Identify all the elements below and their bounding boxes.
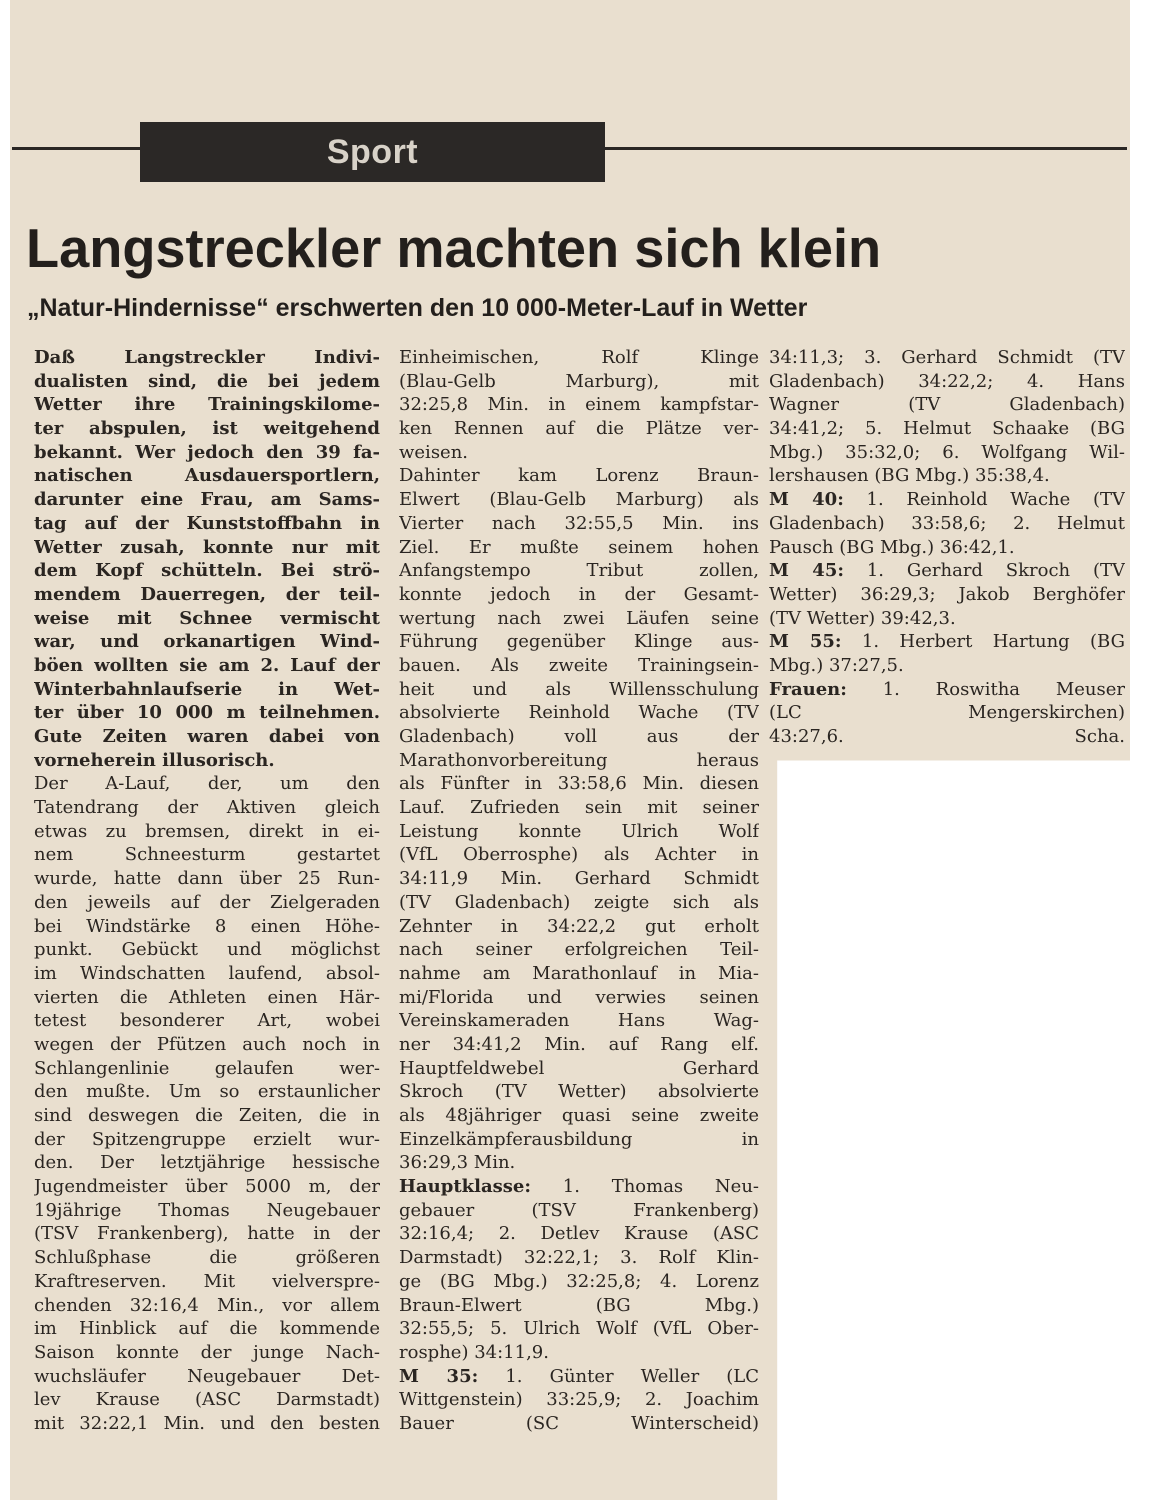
text-line <box>769 417 1125 441</box>
text-line <box>399 820 759 844</box>
text-line-content: 1. Reinhold Wache (TV <box>843 489 1125 511</box>
text-line <box>34 678 380 702</box>
text-line-content: den jeweils auf der Zielgeraden <box>34 891 380 913</box>
text-line-content: vierten die Athleten einen Här- <box>34 986 380 1008</box>
text-line <box>34 796 380 820</box>
text-line-content: Bauer (SC Winterscheid) <box>399 1412 759 1434</box>
text-line-content: ner 34:41,2 Min. auf Rang elf. <box>399 1033 759 1055</box>
article-column-3 <box>769 346 1125 749</box>
text-line <box>34 1412 380 1436</box>
text-line <box>769 701 1125 725</box>
text-line-content: den. Der letztjährige hessische <box>34 1152 380 1174</box>
results-category-label: M 40: <box>769 489 844 511</box>
text-line-content: Wetter) 36:29,3; Jakob Berghöfer <box>769 583 1125 605</box>
text-line-content: (Blau-Gelb Marburg), mit <box>399 370 759 392</box>
text-line-content: tetest besonderer Art, wobei <box>34 1010 380 1032</box>
text-line-content: im Hinblick auf die kommende <box>34 1318 380 1340</box>
text-line <box>399 417 759 441</box>
text-line-content: Gute Zeiten waren dabei von <box>34 726 380 747</box>
text-line-content: 32:16,4; 2. Detlev Krause (ASC <box>399 1223 759 1245</box>
text-line-content: mit 32:22,1 Min. und den besten <box>34 1412 380 1434</box>
text-line-content: Braun-Elwert (BG Mbg.) <box>399 1294 759 1316</box>
text-line <box>399 370 759 394</box>
text-line-content: 1. Gerhard Skroch (TV <box>844 560 1125 582</box>
text-line-content: sind deswegen die Zeiten, die in <box>34 1105 380 1126</box>
text-line <box>34 1128 380 1152</box>
text-line-content: Saison konnte der junge Nach- <box>34 1341 380 1363</box>
text-line <box>34 583 380 607</box>
text-line <box>34 488 380 512</box>
text-line <box>399 1388 759 1412</box>
text-line-content: Zehnter in 34:22,2 gut erholt <box>399 915 759 937</box>
text-line <box>34 370 380 394</box>
text-line <box>399 986 759 1010</box>
text-line <box>34 1009 380 1033</box>
text-line-content: natischen Ausdauersportlern, <box>34 465 380 487</box>
text-line-content: als Fünfter in 33:58,6 Min. diesen <box>399 773 759 795</box>
text-line-content: Der A-Lauf, der, um den <box>34 773 380 795</box>
text-line-content: Skroch (TV Wetter) absolvierte <box>399 1081 759 1103</box>
text-line <box>399 796 759 820</box>
text-line <box>34 1341 380 1365</box>
text-line <box>399 512 759 536</box>
text-line <box>34 1365 380 1389</box>
text-line <box>399 1199 759 1223</box>
text-line <box>769 393 1125 417</box>
text-line <box>769 536 1125 560</box>
text-line <box>34 1151 380 1175</box>
text-line-content: (LC Mengerskirchen) <box>769 702 1125 724</box>
text-line-content: Vierter nach 32:55,5 Min. ins <box>399 512 759 534</box>
text-line <box>34 1222 380 1246</box>
text-line-content: 1. Roswitha Meuser <box>846 678 1125 700</box>
text-line <box>399 891 759 915</box>
text-line <box>399 701 759 725</box>
text-line <box>34 1033 380 1057</box>
subheadline: „Natur-Hindernisse“ erschwerten den 10 000-Meter-Lauf in Wetter <box>27 294 808 322</box>
text-line <box>399 393 759 417</box>
headline: Langstreckler machten sich klein <box>26 217 882 279</box>
text-line-content: dem Kopf schütteln. Bei strö- <box>34 560 380 582</box>
text-line-content: 19jährige Thomas Neugebauer <box>34 1199 380 1221</box>
text-line <box>34 1080 380 1104</box>
text-line <box>769 607 1125 631</box>
text-line-content: ge (BG Mbg.) 32:25,8; 4. Lorenz <box>399 1270 759 1292</box>
text-line <box>34 915 380 939</box>
text-line-content: Winterbahnlaufserie in Wet- <box>34 678 380 700</box>
text-line <box>399 1365 759 1389</box>
text-line <box>399 938 759 962</box>
text-line-content: Wetter ihre Trainingskilome- <box>34 394 380 416</box>
section-banner <box>140 122 605 182</box>
text-line <box>34 701 380 725</box>
text-line <box>399 1104 759 1128</box>
text-line <box>34 441 380 465</box>
text-line-content: mi/Florida und verwies seinen <box>399 986 759 1008</box>
text-line <box>399 1341 759 1365</box>
text-line <box>34 536 380 560</box>
text-line <box>769 654 1125 678</box>
text-line <box>34 1317 380 1341</box>
text-line-content: Gladenbach) 33:58,6; 2. Helmut <box>769 512 1125 534</box>
text-line-content: Einzelkämpferausbildung in <box>399 1128 759 1150</box>
text-line-content: 1. Thomas Neu- <box>531 1176 759 1198</box>
text-line <box>399 1175 759 1199</box>
text-line <box>769 346 1125 370</box>
text-line-content: Lauf. Zufrieden sein mit seiner <box>399 797 759 819</box>
text-line <box>769 441 1125 465</box>
text-line <box>769 583 1125 607</box>
text-line-content: konnte jedoch in der Gesamt- <box>399 583 759 605</box>
text-line <box>34 1246 380 1270</box>
text-line-content: nem Schneesturm gestartet <box>34 844 380 866</box>
text-line <box>399 843 759 867</box>
text-line-content: Jugendmeister über 5000 m, der <box>34 1176 380 1198</box>
text-line-content: als 48jähriger quasi seine zweite <box>399 1105 759 1126</box>
text-line <box>34 512 380 536</box>
text-line <box>399 583 759 607</box>
text-line-content: Mbg.) 37:27,5. <box>769 654 904 676</box>
text-line-content: 34:41,2; 5. Helmut Schaake (BG <box>769 418 1125 440</box>
results-category-label: M 55: <box>769 631 842 653</box>
text-line <box>34 772 380 796</box>
text-line-content: Kraftreserven. Mit vielverspre- <box>34 1270 380 1292</box>
text-line <box>399 630 759 654</box>
text-line <box>34 749 380 773</box>
text-line-content: Pausch (BG Mbg.) 36:42,1. <box>769 536 1015 558</box>
results-category-label: Frauen: <box>769 678 847 700</box>
text-line <box>399 962 759 986</box>
text-line-content: Einheimischen, Rolf Klinge <box>399 347 759 368</box>
text-line-content: böen wollten sie am 2. Lauf der <box>34 654 380 676</box>
text-line-content: Wagner (TV Gladenbach) <box>769 394 1125 416</box>
text-line <box>769 488 1125 512</box>
text-line-content: absolvierte Reinhold Wache (TV <box>399 702 759 724</box>
text-line-content: heit und als Willensschulung <box>399 678 759 700</box>
text-line <box>399 749 759 773</box>
text-line <box>769 678 1125 702</box>
author-signature: Scha. <box>1074 726 1125 747</box>
text-line-content: 43:27,6. <box>769 726 844 747</box>
text-line-content: der Spitzengruppe erzielt wur- <box>34 1128 380 1150</box>
text-line <box>34 1199 380 1223</box>
text-line-content: Vereinskameraden Hans Wag- <box>399 1010 759 1032</box>
text-line-content: (TSV Frankenberg), hatte in der <box>34 1223 380 1245</box>
results-category-label: M 35: <box>399 1365 479 1387</box>
text-line-content: Führung gegenüber Klinge aus- <box>399 631 759 653</box>
text-line <box>399 1080 759 1104</box>
text-line-content: rosphe) 34:11,9. <box>399 1341 549 1363</box>
text-line-content: Dahinter kam Lorenz Braun- <box>399 465 759 487</box>
text-line <box>399 1412 759 1436</box>
text-line <box>34 1104 380 1128</box>
text-line <box>399 441 759 465</box>
text-line-content: chenden 32:16,4 Min., vor allem <box>34 1294 380 1316</box>
text-line-content: 1. Herbert Hartung (BG <box>841 631 1125 653</box>
text-line <box>34 654 380 678</box>
text-line <box>34 867 380 891</box>
text-line-content: weise mit Schnee vermischt <box>34 607 380 629</box>
text-line-content: den mußte. Um so erstaunlicher <box>34 1081 380 1103</box>
text-line <box>34 938 380 962</box>
text-line-content: Leistung konnte Ulrich Wolf <box>399 820 759 842</box>
article-column-2 <box>399 346 759 1436</box>
text-line <box>34 1270 380 1294</box>
text-line-content: Gladenbach) voll aus der <box>399 726 759 747</box>
text-line-content: mendem Dauerregen, der teil- <box>34 583 380 605</box>
text-line <box>399 867 759 891</box>
text-line <box>769 725 1125 749</box>
text-line-content: Schlußphase die größeren <box>34 1247 380 1269</box>
text-line <box>34 1057 380 1081</box>
text-line-content: wurde, hatte dann über 25 Run- <box>34 868 380 890</box>
text-line <box>34 1175 380 1199</box>
text-line <box>399 1317 759 1341</box>
text-line-content: wertung nach zwei Läufen seine <box>399 607 759 629</box>
text-line-content: bauen. Als zweite Trainingsein- <box>399 654 759 676</box>
text-line <box>34 986 380 1010</box>
text-line-content: Wetter zusah, konnte nur mit <box>34 536 380 558</box>
text-line-content: (TV Gladenbach) zeigte sich als <box>399 891 759 913</box>
text-line <box>34 725 380 749</box>
text-line-content: war, und orkanartigen Wind- <box>34 631 380 653</box>
text-line-content: 32:55,5; 5. Ulrich Wolf (VfL Ober- <box>399 1318 759 1340</box>
text-line-content: 34:11,3; 3. Gerhard Schmidt (TV <box>769 347 1125 368</box>
text-line-content: Hauptfeldwebel Gerhard <box>399 1057 759 1079</box>
text-line-content: Daß Langstreckler Indivi- <box>34 347 380 368</box>
text-line <box>34 559 380 583</box>
text-line <box>399 725 759 749</box>
text-line-content: gebauer (TSV Frankenberg) <box>399 1199 759 1221</box>
text-line-content: darunter eine Frau, am Sams- <box>34 489 380 511</box>
text-line <box>34 820 380 844</box>
text-line <box>399 346 759 370</box>
text-line <box>399 1294 759 1318</box>
text-line <box>399 464 759 488</box>
text-line <box>34 346 380 370</box>
text-line <box>399 607 759 631</box>
text-line <box>399 559 759 583</box>
text-line-content: Gladenbach) 34:22,2; 4. Hans <box>769 370 1125 392</box>
text-line-content: Anfangstempo Tribut zollen, <box>399 560 759 582</box>
text-line-content: im Windschatten laufend, absol- <box>34 962 380 984</box>
text-line-content: (VfL Oberrosphe) als Achter in <box>399 844 759 866</box>
text-line-content: ken Rennen auf die Plätze ver- <box>399 418 759 440</box>
text-line-content: Darmstadt) 32:22,1; 3. Rolf Klin- <box>399 1247 759 1269</box>
text-line <box>769 512 1125 536</box>
text-line-content: Marathonvorbereitung heraus <box>399 749 759 771</box>
text-line-content: 34:11,9 Min. Gerhard Schmidt <box>399 868 759 890</box>
text-line <box>399 772 759 796</box>
text-line <box>399 654 759 678</box>
text-line <box>399 1033 759 1057</box>
text-line-content: weisen. <box>399 441 469 463</box>
results-category-label: M 45: <box>769 560 845 582</box>
text-line <box>769 559 1125 583</box>
text-line <box>769 464 1125 488</box>
text-line-content: tag auf der Kunststoffbahn in <box>34 512 380 534</box>
text-line-content: Elwert (Blau-Gelb Marburg) als <box>399 489 759 511</box>
text-line-content: (TV Wetter) 39:42,3. <box>769 607 956 629</box>
text-line <box>769 370 1125 394</box>
text-line-content: lershausen (BG Mbg.) 35:38,4. <box>769 465 1050 487</box>
text-line <box>34 630 380 654</box>
text-line-content: Ziel. Er mußte seinem hohen <box>399 536 759 558</box>
text-line-content: nach seiner erfolgreichen Teil- <box>399 939 759 961</box>
text-line-content: dualisten sind, die bei jedem <box>34 370 380 392</box>
text-line-content: bekannt. Wer jedoch den 39 fa- <box>34 441 380 463</box>
text-line <box>399 1057 759 1081</box>
text-line-content: 36:29,3 Min. <box>399 1152 516 1174</box>
text-line-content: Wittgenstein) 33:25,9; 2. Joachim <box>399 1389 759 1411</box>
text-line-content: 1. Günter Weller (LC <box>478 1365 759 1387</box>
text-line-content: lev Krause (ASC Darmstadt) <box>34 1389 380 1411</box>
text-line <box>34 843 380 867</box>
text-line-content: Tatendrang der Aktiven gleich <box>34 797 380 819</box>
text-line-content: wuchsläufer Neugebauer Det- <box>34 1365 380 1387</box>
text-line <box>34 417 380 441</box>
text-line-content: nahme am Marathonlauf in Mia- <box>399 962 759 984</box>
text-line-content: Mbg.) 35:32,0; 6. Wolfgang Wil- <box>769 441 1125 463</box>
text-line-content: 32:25,8 Min. in einem kampfstar- <box>399 394 759 416</box>
text-line <box>399 678 759 702</box>
section-label: Sport <box>326 132 419 171</box>
results-category-label: Hauptklasse: <box>399 1176 531 1198</box>
text-line-content: ter über 10 000 m teilnehmen. <box>34 702 380 724</box>
text-line <box>399 1009 759 1033</box>
text-line-content: ter abspulen, ist weitgehend <box>34 418 380 440</box>
text-line-content: bei Windstärke 8 einen Höhe- <box>34 915 380 937</box>
text-line <box>399 1128 759 1152</box>
text-line-content: wegen der Pfützen auch noch in <box>34 1033 380 1055</box>
text-line-content: etwas zu bremsen, direkt in ei- <box>34 820 380 842</box>
text-line <box>34 607 380 631</box>
text-line <box>769 630 1125 654</box>
article-column-1 <box>34 346 380 1436</box>
text-line <box>399 1246 759 1270</box>
text-line <box>34 891 380 915</box>
text-line <box>34 393 380 417</box>
text-line-content: vorneherein illusorisch. <box>34 749 275 771</box>
text-line <box>399 1151 759 1175</box>
text-line-content: punkt. Gebückt und möglichst <box>34 939 380 961</box>
text-line <box>34 1388 380 1412</box>
text-line <box>34 1294 380 1318</box>
text-line <box>399 915 759 939</box>
text-line <box>34 962 380 986</box>
text-line-content: Schlangenlinie gelaufen wer- <box>34 1057 380 1079</box>
text-line <box>399 1270 759 1294</box>
text-line <box>399 536 759 560</box>
text-line <box>399 488 759 512</box>
text-line <box>399 1222 759 1246</box>
text-line <box>34 464 380 488</box>
